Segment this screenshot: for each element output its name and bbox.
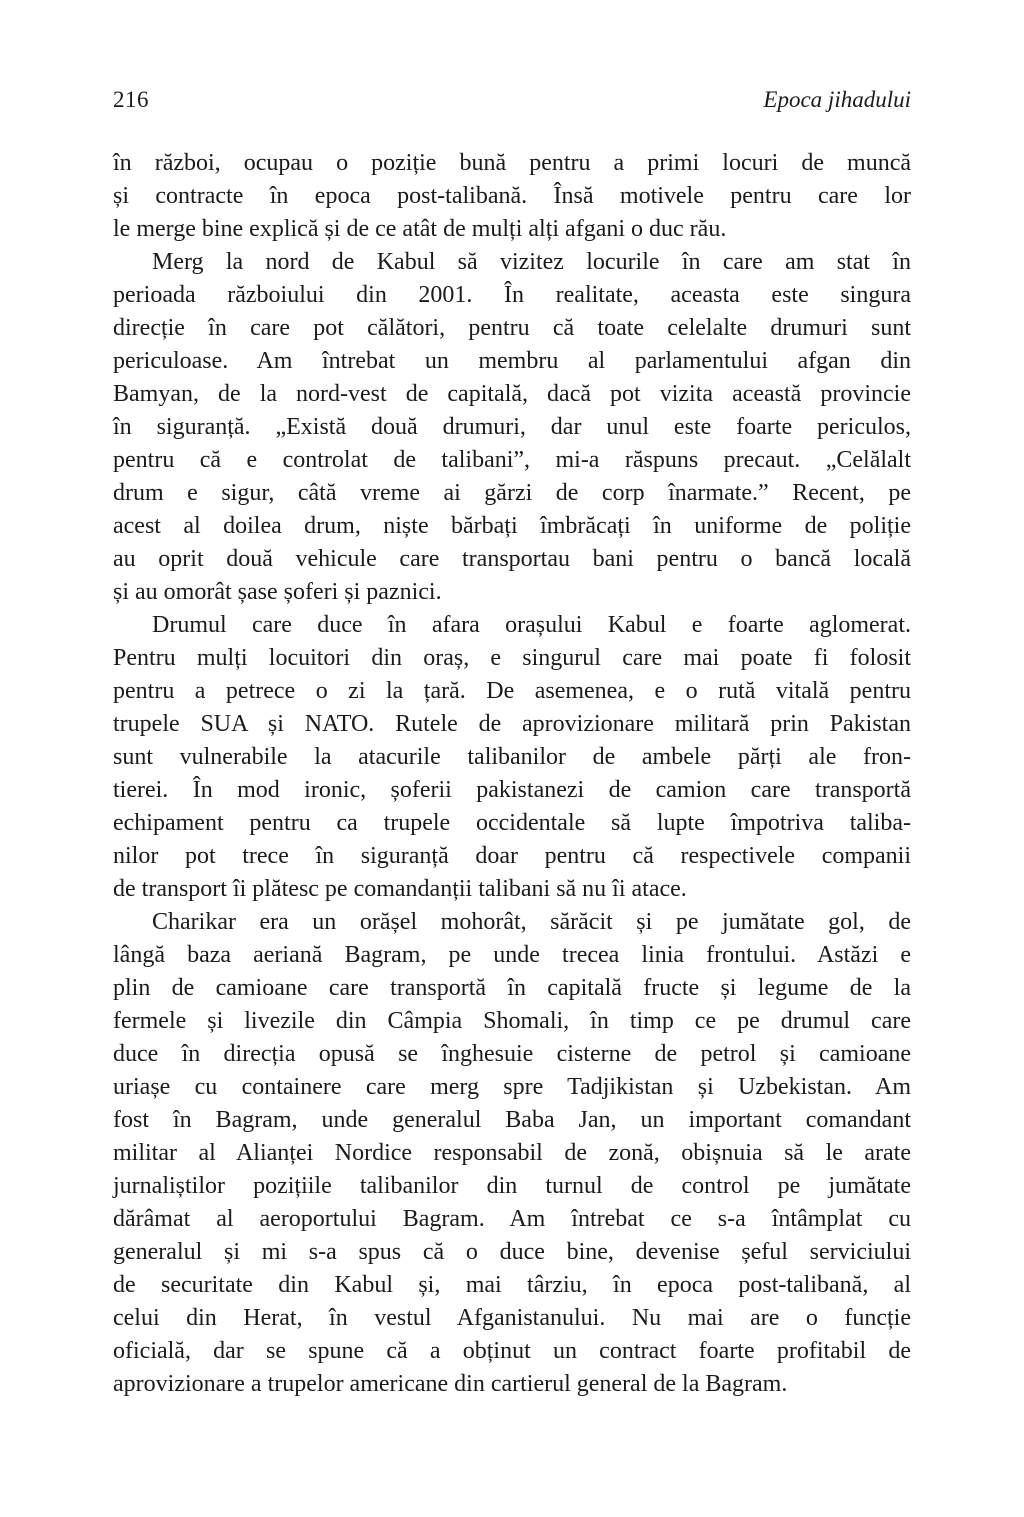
text-line: aprovizionare a trupelor americane din cartierul general de la Bagram. <box>113 1371 788 1397</box>
paragraph <box>113 147 911 246</box>
text-line: uriașe cu containere care merg spre Tadjikistan și Uzbekistan. Am <box>113 1074 911 1100</box>
text-line: de transport îi plătesc pe comandanții talibani să nu îi atace. <box>113 876 687 902</box>
text-line: lângă baza aeriană Bagram, pe unde trecea linia frontului. Astăzi e <box>113 942 911 968</box>
text-line: echipament pentru ca trupele occidentale să lupte împotriva taliba- <box>113 810 911 836</box>
text-line: generalul și mi s-a spus că o duce bine, devenise șeful serviciului <box>113 1239 911 1265</box>
text-line: și au omorât șase șoferi și paznici. <box>113 579 442 605</box>
text-line: tierei. În mod ironic, șoferii pakistanezi de camion care transportă <box>113 777 911 803</box>
text-line: Merg la nord de Kabul să vizitez locurile în care am stat în <box>152 249 911 275</box>
text-line: Bamyan, de la nord-vest de capitală, dacă pot vizita această provincie <box>113 381 911 407</box>
text-line: militar al Alianței Nordice responsabil de zonă, obișnuia să le arate <box>113 1140 911 1166</box>
text-line: duce în direcția opusă se înghesuie cisterne de petrol și camioane <box>113 1041 911 1067</box>
page-number: 216 <box>113 87 149 112</box>
paragraph <box>113 906 911 1401</box>
text-line: au oprit două vehicule care transportau bani pentru o bancă locală <box>113 546 911 572</box>
page-body <box>113 147 911 1401</box>
text-line: jurnaliștilor pozițiile talibanilor din turnul de control pe jumătate <box>113 1173 911 1199</box>
text-line: pentru că e controlat de talibani”, mi-a răspuns precaut. „Celălalt <box>113 447 911 473</box>
text-line: periculoase. Am întrebat un membru al parlamentului afgan din <box>113 348 911 374</box>
text-line: acest al doilea drum, niște bărbați îmbrăcați în uniforme de poliție <box>113 513 911 539</box>
text-line: celui din Herat, în vestul Afganistanului. Nu mai are o funcție <box>113 1305 911 1331</box>
text-line: fermele și livezile din Câmpia Shomali, în timp ce pe drumul care <box>113 1008 911 1034</box>
paragraph <box>113 246 911 609</box>
page-header <box>113 86 911 114</box>
text-line: nilor pot trece în siguranță doar pentru că respectivele companii <box>113 843 911 869</box>
text-line: drum e sigur, câtă vreme ai gărzi de corp înarmate.” Recent, pe <box>113 480 911 506</box>
text-line: oficială, dar se spune că a obținut un contract foarte profitabil de <box>113 1338 911 1364</box>
text-line: Pentru mulți locuitori din oraș, e singurul care mai poate fi folosit <box>113 645 911 671</box>
text-line: pentru a petrece o zi la țară. De asemenea, e o rută vitală pentru <box>113 678 911 704</box>
text-line: fost în Bagram, unde generalul Baba Jan, un important comandant <box>113 1107 911 1133</box>
text-line: în siguranță. „Există două drumuri, dar unul este foarte periculos, <box>113 414 911 440</box>
text-line: le merge bine explică și de ce atât de mulți alți afgani o duc rău. <box>113 216 727 242</box>
text-line: trupele SUA și NATO. Rutele de aprovizionare militară prin Pakistan <box>113 711 911 737</box>
text-line: sunt vulnerabile la atacurile talibanilor de ambele părți ale fron- <box>113 744 911 770</box>
text-line: perioada războiului din 2001. În realitate, aceasta este singura <box>113 282 911 308</box>
text-line: direcție în care pot călători, pentru că toate celelalte drumuri sunt <box>113 315 911 341</box>
paragraph <box>113 609 911 906</box>
text-line: plin de camioane care transportă în capitală fructe și legume de la <box>113 975 911 1001</box>
text-line: Charikar era un orășel mohorât, sărăcit și pe jumătate gol, de <box>152 909 911 935</box>
text-line: dărâmat al aeroportului Bagram. Am întrebat ce s-a întâmplat cu <box>113 1206 911 1232</box>
text-line: Drumul care duce în afara orașului Kabul e foarte aglomerat. <box>152 612 911 638</box>
text-line: și contracte în epoca post-talibană. Însă motivele pentru care lor <box>113 183 911 209</box>
text-line: în război, ocupau o poziție bună pentru a primi locuri de muncă <box>113 150 911 176</box>
running-title: Epoca jihadului <box>763 87 911 112</box>
text-line: de securitate din Kabul și, mai târziu, în epoca post-talibană, al <box>113 1272 911 1298</box>
